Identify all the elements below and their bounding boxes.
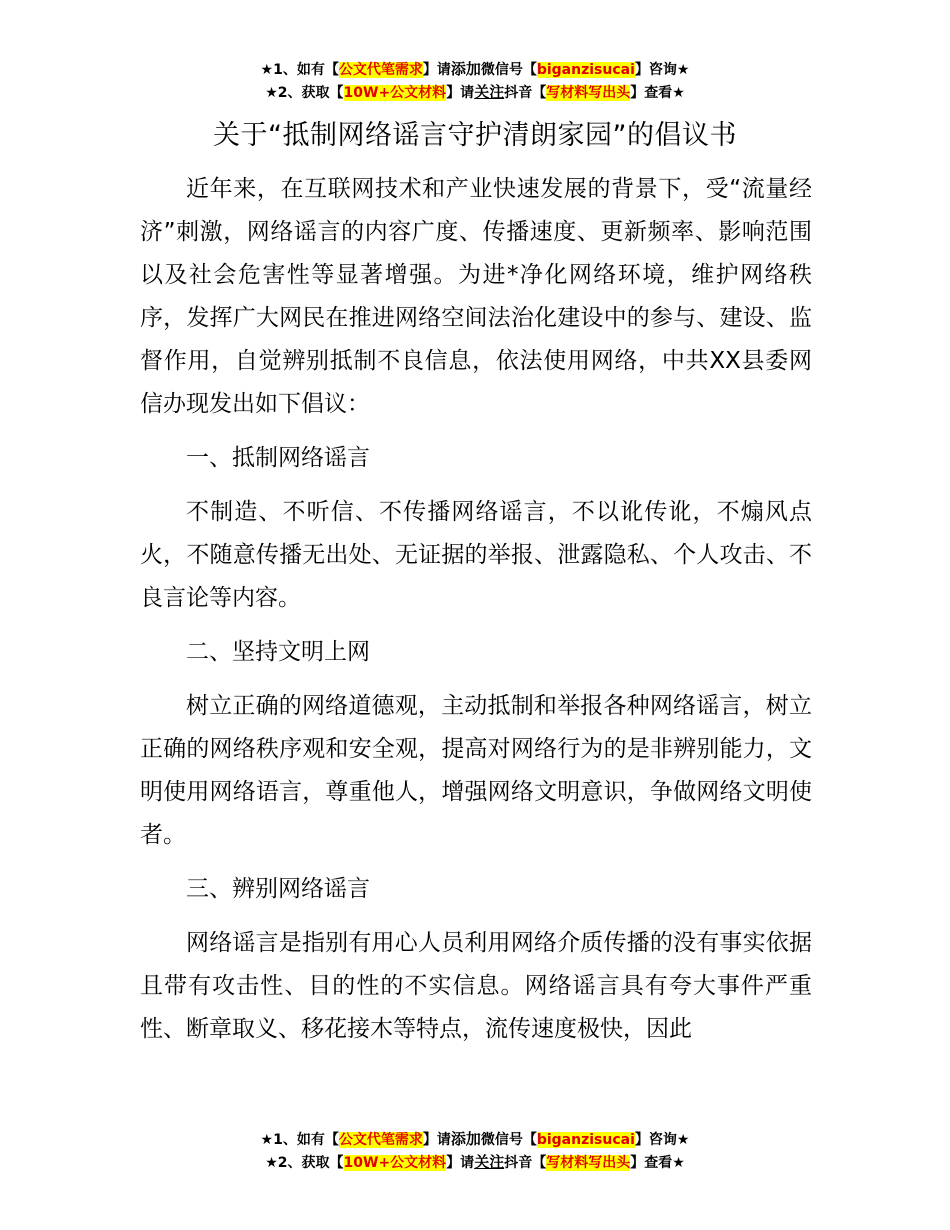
section-paragraph: 不制造、不听信、不传播网络谣言，不以讹传讹，不煽风点火，不随意传播无出处、无证据的举报、泄露隐私、个人攻击、不良言论等内容。 <box>140 499 812 611</box>
header-banner <box>0 58 950 104</box>
banner-text: 】查看★ <box>630 1155 685 1171</box>
banner-highlight: 10W+公文材料 <box>343 85 447 101</box>
banner-highlight: biganzisucai <box>536 1132 635 1148</box>
banner-text: 微信号【 <box>480 62 537 78</box>
banner-highlight: 10W+公文材料 <box>343 1155 447 1171</box>
banner-text: 】请 <box>446 85 475 101</box>
banner-emphasis: 添加 <box>450 60 481 78</box>
section-heading: 二、坚持文明上网 <box>186 639 370 665</box>
banner-text: 】请 <box>446 1155 475 1171</box>
banner-text: ★2、获取【 <box>265 1155 344 1171</box>
section-paragraph: 网络谣言是指别有用心人员利用网络介质传播的没有事实依据且带有攻击性、目的性的不实信息。网络谣言具有夸大事件严重性、断章取义、移花接木等特点，流传速度极快，因此 <box>140 930 812 1042</box>
section-heading: 三、辨别网络谣言 <box>186 876 370 902</box>
banner-text: 】咨询★ <box>634 62 690 78</box>
banner-line-2 <box>0 1151 950 1174</box>
banner-text: 】咨询★ <box>634 1132 690 1148</box>
banner-highlight: biganzisucai <box>536 62 635 78</box>
section-heading: 一、抵制网络谣言 <box>186 445 370 471</box>
banner-highlight: 写材料写出头 <box>546 85 631 101</box>
banner-highlight: 公文代笔需求 <box>338 1132 423 1148</box>
banner-text: 微信号【 <box>480 1132 537 1148</box>
document-title: 关于“抵制网络谣言守护清朗家园”的倡议书 <box>213 120 737 151</box>
banner-highlight: 公文代笔需求 <box>338 62 423 78</box>
banner-text: ★1、如有【 <box>260 62 339 78</box>
banner-highlight: 写材料写出头 <box>546 1155 631 1171</box>
banner-text: 】请 <box>422 62 451 78</box>
banner-line-1 <box>0 1128 950 1151</box>
banner-text: 抖音【 <box>504 85 547 101</box>
banner-emphasis: 关注 <box>474 83 505 101</box>
banner-text: 抖音【 <box>504 1155 547 1171</box>
banner-text: ★2、获取【 <box>265 85 344 101</box>
footer-banner <box>0 1128 950 1174</box>
banner-line-2 <box>0 81 950 104</box>
banner-line-1 <box>0 58 950 81</box>
banner-emphasis: 添加 <box>450 1130 481 1148</box>
banner-text: 】请 <box>422 1132 451 1148</box>
intro-paragraph: 近年来，在互联网技术和产业快速发展的背景下，受“流量经济”刺激，网络谣言的内容广度、传播速度、更新频率、影响范围以及社会危害性等显著增强。为进*净化网络环境，维护网络秩序，发挥广大网民在推进网络空间法治化建设中的参与、建设、监督作用，自觉辨别抵制不良信息，依法使用网络，中共XX县委网信办现发出如下倡议： <box>140 176 812 417</box>
banner-text: 】查看★ <box>630 85 685 101</box>
document-body <box>140 168 812 1051</box>
banner-emphasis: 关注 <box>474 1153 505 1171</box>
banner-text: ★1、如有【 <box>260 1132 339 1148</box>
section-paragraph: 树立正确的网络道德观，主动抵制和举报各种网络谣言，树立正确的网络秩序观和安全观，提高对网络行为的是非辨别能力，文明使用网络语言，尊重他人，增强网络文明意识，争做网络文明使者。 <box>140 693 812 848</box>
